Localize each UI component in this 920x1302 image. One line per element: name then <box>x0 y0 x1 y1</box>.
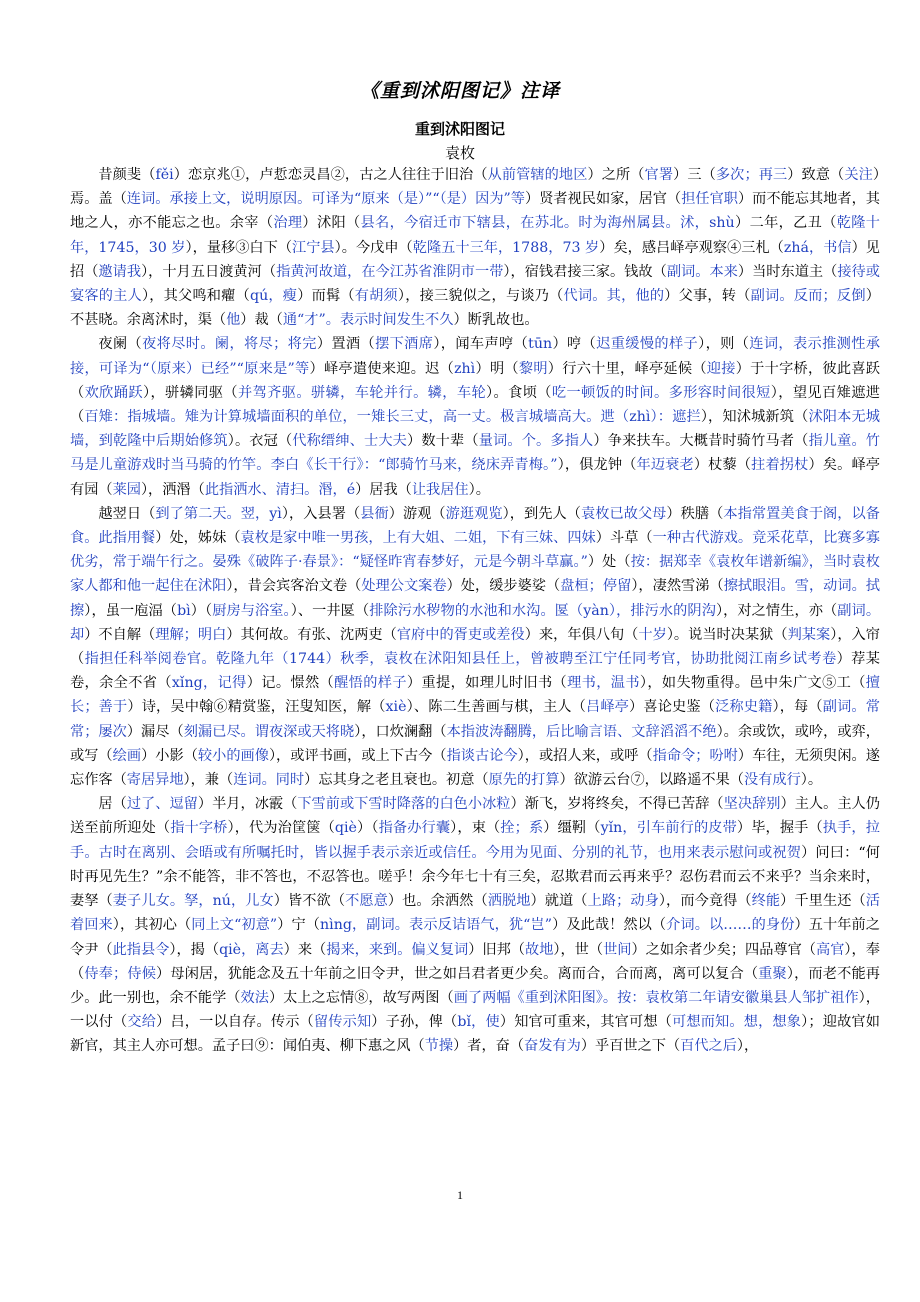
annotation-note: 厨房与浴室。 <box>212 602 291 619</box>
annotation-note: 让我居住 <box>411 481 469 498</box>
original-text: ）（ <box>356 820 379 837</box>
original-text: ）半月，冰霰（ <box>197 796 298 813</box>
annotation-note: 指担任科举阅卷官。乾隆九年（1744）秋季，袁枚在沭阳知县任上，曾被聘至江宁任同考官，协助批阅江南乡试考卷 <box>84 651 837 668</box>
original-text: ）欲游云台⑦，以路遥不果（ <box>559 772 744 789</box>
annotation-note: 侍奉；侍候 <box>84 965 157 982</box>
author-name: 袁枚 <box>444 144 475 162</box>
annotation-note: 他 <box>226 312 241 329</box>
annotation-note: 拄着拐杖 <box>751 457 809 474</box>
annotation-note: 擅长；善于 <box>70 675 880 716</box>
annotation-note: yǐn，引车前行的皮带 <box>600 820 737 837</box>
annotation-note: 指备办行囊 <box>378 820 451 837</box>
original-text: ）。衣冠（ <box>227 433 293 450</box>
annotation-note: 坚决辞别 <box>723 796 781 813</box>
annotation-note: 迎接 <box>706 360 736 377</box>
annotation-note: 百代之后 <box>680 1038 737 1055</box>
original-text: ）渐飞，岁将终矣，不得已苦辞（ <box>510 796 724 813</box>
original-text: ）（ <box>190 602 213 619</box>
annotation-note: 本指常置美食于阁，以备食。此指用餐 <box>70 505 880 547</box>
original-text: ），洒湣（ <box>140 481 205 498</box>
annotation-note: 世间 <box>603 941 632 958</box>
original-text: ），量移③白下（ <box>185 239 293 256</box>
original-text: ），到先人（ <box>502 505 581 522</box>
original-text: ）裁（ <box>240 312 283 329</box>
original-text: ）诗，吴中翰⑥精赏鉴，汪叟知医，解（ <box>127 699 386 716</box>
original-text: ），奉（ <box>70 941 880 982</box>
annotation-note: qú，瘦 <box>249 288 298 305</box>
original-text: ）处（ <box>587 554 631 571</box>
original-text: ），世（ <box>553 941 604 958</box>
annotation-note: 不愿意 <box>345 893 388 910</box>
annotation-note: 接待或宴客的主人 <box>70 263 880 305</box>
original-text: ）知官可重来，其官可想（ <box>499 1014 673 1031</box>
annotation-note: 原先的打算 <box>488 772 560 789</box>
original-text: ）游观（ <box>388 505 446 522</box>
annotation-note: tūn <box>528 336 553 353</box>
annotation-note: 连词。同时 <box>233 772 305 789</box>
annotation-note: xǐng，记得 <box>171 675 247 692</box>
annotation-note: 吃一顿饭的时间。多形容时间很短 <box>551 384 771 401</box>
annotation-note: 连词。承接上文，说明原因。可译为“原来（是）”“（是）因为”等 <box>126 191 525 208</box>
original-text: ）母闲居，犹能念及五十年前之旧令尹，世之如吕君者更少矣。离而合，合而离，离可以复合（ <box>156 965 759 982</box>
original-text: ）。 <box>468 481 490 498</box>
annotation-note: 寄居异地 <box>126 772 184 789</box>
annotation-note: 拴；系 <box>500 820 544 837</box>
original-text: ），则（ <box>698 336 750 353</box>
original-text: ），或招人来，或呼（ <box>517 747 653 764</box>
annotation-note: 多次；再三 <box>715 167 788 183</box>
original-text: ）处，姊妹（ <box>155 530 241 547</box>
original-text: ），揭（ <box>169 941 220 958</box>
annotation-note: 游逛观览 <box>445 505 503 522</box>
original-text: ）五十年前之令尹（ <box>70 917 880 958</box>
annotation-note: 醒悟的样子 <box>334 675 407 692</box>
annotation-note: 副词。常常；屡次 <box>70 699 880 740</box>
original-text: ）不甚晓。余离沭时，渠（ <box>70 288 880 329</box>
original-text: ）小影（ <box>141 747 198 764</box>
original-text: ）记。憬然（ <box>246 675 335 692</box>
original-text: ）峄亭遣使来迎。迟（ <box>309 360 455 377</box>
annotation-note: 指命令；吩咐 <box>652 747 738 764</box>
annotation-note: 一种古代游戏。竞采花草，比赛多寡优劣，常于端午行之。晏殊《破阵子·春景》：“疑怪昨宵春梦好，元是今朝斗草赢。” <box>70 530 880 571</box>
annotation-note: 本指波涛翻腾，后比喻言语、文辞滔滔不绝 <box>446 723 717 740</box>
original-text: ）沭阳（ <box>302 215 361 232</box>
annotation-note: 治理 <box>273 215 303 232</box>
original-text: ）皆不欲（ <box>273 893 346 910</box>
original-text: ），代为治筐箧（ <box>227 820 335 837</box>
original-text: ）致意（ <box>787 167 845 183</box>
original-text: ）。 <box>800 772 823 789</box>
annotation-note: 洒脱地 <box>487 893 531 910</box>
original-text: ），望见百雉遮迣（ <box>70 384 880 426</box>
annotation-note: 妻子儿女。孥，nú，儿女 <box>112 893 274 910</box>
original-text: ）而不能忘其地者，其地之人，亦不能忘之也。余宰（ <box>70 191 880 232</box>
annotation-note: 揭来，来到。偏义复词 <box>326 941 469 958</box>
annotation-note: 江宁县 <box>292 239 335 256</box>
annotation-note: 袁枚已故父母 <box>580 505 667 522</box>
annotation-note: 效法 <box>240 989 269 1006</box>
annotation-note: nìng，副词。表示反诘语气，犹“岂” <box>320 917 552 934</box>
original-text: ）问曰：“何时再见先生？”余不能答，非不答也，不忍答也。嗟乎！余今年七十有三矣，忍欺君而云再来乎？忍伤君而云不来乎？当余来时，妻孥（ <box>70 844 880 910</box>
annotation-note: 莱园 <box>112 481 141 498</box>
original-text: ）哼（ <box>552 336 597 353</box>
annotation-note: 此指洒水、清扫。湣，é <box>204 481 356 498</box>
annotation-note: 并驾齐驱。骈辚，车轮并行。辚，车轮 <box>238 384 487 401</box>
original-text: ），对之情生，亦（ <box>715 602 838 619</box>
annotation-note: 指谈古论今 <box>446 747 518 764</box>
original-text: ）也。余洒然（ <box>387 893 488 910</box>
original-text: ）焉。盖（ <box>70 167 880 208</box>
original-text: ），入县署（ <box>281 505 361 522</box>
original-text: ）。说当时决某狱（ <box>666 626 788 643</box>
annotation-note: 通“才”。表示时间发生不久 <box>282 312 454 329</box>
annotation-note: 过了、逗留 <box>126 796 198 813</box>
original-text: ）明（ <box>475 360 519 377</box>
original-text: ）千里生还（ <box>780 893 866 910</box>
original-text: ），十月五日渡黄河（ <box>141 263 277 280</box>
original-text: ）车往，无须臾闲。遂忘作客（ <box>70 747 880 789</box>
original-text: ）旧邦（ <box>468 941 525 958</box>
annotation-note: 指儿童。竹马是儿童游戏时当马骑的竹竿。李白《长干行》：“郎骑竹马来，绕床弄青梅。” <box>70 433 880 474</box>
original-text: ）重提，如理儿时旧书（ <box>406 675 568 692</box>
original-text: ）， <box>736 1038 759 1055</box>
original-text: ）之所（ <box>587 167 645 183</box>
original-text: ）而髯（ <box>297 288 355 305</box>
original-text: ）不自解（ <box>84 626 156 643</box>
annotation-note: 黎明 <box>518 360 548 377</box>
annotation-note: 县名，今宿迁市下辖县，在苏北。时为海州属县。沭，shù <box>360 215 735 232</box>
annotation-note: 较小的画像 <box>197 747 269 764</box>
annotation-note: 留传示知 <box>313 1014 372 1031</box>
annotation-note: 从前管辖的地区 <box>487 167 588 183</box>
original-text: ）其何故。有张、沈两吏（ <box>226 626 397 643</box>
original-text: 越翌日（ <box>98 505 156 522</box>
original-text: ）争来扶车。大概昔时骑竹马者（ <box>593 433 809 450</box>
annotation-note: 年迈衰老 <box>636 457 694 474</box>
original-text: ）荐某卷，余全不省（ <box>70 651 880 692</box>
annotation-note: 乾隆十年，1745，30 岁 <box>70 215 880 256</box>
annotation-note: 乾隆五十三年，1788，73 岁 <box>412 239 600 256</box>
original-text: ），兼（ <box>183 772 234 789</box>
original-text: ）主人。主人仍送至前所迎处（ <box>70 796 880 837</box>
original-text: ）乎百世之下（ <box>580 1038 681 1055</box>
original-text: ），其父鸣和癯（ <box>141 288 250 305</box>
original-text: ），凄然雪涕（ <box>631 578 724 595</box>
essay-paragraph <box>70 502 880 792</box>
original-text: ），一以付（ <box>70 989 880 1031</box>
annotation-note: 高官 <box>816 941 845 958</box>
annotation-note: 终能 <box>751 893 781 910</box>
original-text: ）杖藜（ <box>693 457 752 474</box>
original-text: ）恋京兆①，卢悊恋灵昌②，古之人往往于旧治（ <box>173 167 488 183</box>
annotation-note: 关注 <box>844 167 873 183</box>
annotation-note: 量词。个。多指人 <box>478 433 594 450</box>
annotation-note: zhì <box>454 360 476 377</box>
original-text: ）就道（ <box>530 893 588 910</box>
annotation-note: 县衙 <box>360 505 389 522</box>
annotation-note: 泛称史籍 <box>715 699 773 716</box>
annotation-note: 副词。反而；反倒 <box>750 288 866 305</box>
original-text: ），俱龙钟（ <box>557 457 637 474</box>
original-text: ），知沭城新筑（ <box>700 409 809 426</box>
annotation-note: 执手，拉手。古时在离别、会晤或有所嘱托时，皆以握手表示亲近或信任。今用为见面、分别的礼节，也用来表示慰问或祝贺 <box>70 820 880 861</box>
original-text: ），接三貌似之，与谈乃（ <box>397 288 564 305</box>
original-text: ），昔会宾客治文卷（ <box>226 578 362 595</box>
original-text: ）及此哉！然以（ <box>552 917 667 934</box>
original-text: ）、一井匽（ <box>290 602 370 619</box>
original-text: ）置酒（ <box>316 336 376 353</box>
original-text: ）者，奋（ <box>453 1038 525 1055</box>
original-text: ）来（ <box>283 941 327 958</box>
annotation-note: 擦拭眼泪。雪，动词。拭擦 <box>70 578 880 619</box>
annotation-note: xiè <box>385 699 407 716</box>
annotation-note: 交给 <box>127 1014 157 1031</box>
annotation-note: 夜将尽时。阑，将尽；将完 <box>142 336 317 353</box>
original-text: ）处，缓步婆娑（ <box>446 578 561 595</box>
annotation-note: 处理公文案卷 <box>361 578 447 595</box>
essay-paragraph <box>70 332 880 501</box>
annotation-note: zhá，书信 <box>783 239 852 256</box>
original-text: ）贤者视民如家，居官（ <box>525 191 682 208</box>
original-text: ）子孙，俾（ <box>371 1014 458 1031</box>
original-text: ）毕，握手（ <box>736 820 823 837</box>
annotation-note: 百雉：指城墙。雉为计算城墙面积的单位，一雉长三丈，高一丈。极言城墙高大。迣（zhì）：遮拦 <box>84 409 701 426</box>
original-text: 居（ <box>98 796 127 813</box>
annotation-note: 邀请我 <box>98 263 142 280</box>
original-text: ）宁（ <box>277 917 321 934</box>
original-text: ），或评书画，或上下古今（ <box>268 747 447 764</box>
annotation-note: 指十字桥 <box>170 820 228 837</box>
essay-body <box>70 163 880 1059</box>
annotation-note: 副词。本来 <box>666 263 738 280</box>
original-text: ）之如余者少矣；四品尊官（ <box>631 941 817 958</box>
annotation-note: 可想而知。想，想象 <box>672 1014 802 1031</box>
original-text: ），而老不能再少。此一别也，余不能学（ <box>70 965 880 1006</box>
annotation-note: 代词。其，他的 <box>563 288 665 305</box>
annotation-note: 副词。却 <box>70 602 881 643</box>
original-text: 夜阑（ <box>98 336 143 353</box>
original-text: ），入帘（ <box>70 626 880 668</box>
original-text: ）吕，一以自存。传示（ <box>156 1014 314 1031</box>
annotation-note: 官府中的胥吏或差役 <box>396 626 525 643</box>
original-text: ）漏尽（ <box>126 723 184 740</box>
annotation-note: bǐ，使 <box>457 1014 500 1031</box>
original-text: ）断乳故也。 <box>453 312 539 329</box>
annotation-note: 迟重缓慢的样子 <box>596 336 699 353</box>
annotation-note: 此指县令 <box>112 941 170 958</box>
original-text: ），口炊澜翻（ <box>354 723 447 740</box>
annotation-note: 绘画 <box>112 747 142 764</box>
annotation-note: 沭阳本无城墙，到乾隆中后期始修筑 <box>70 409 880 450</box>
annotation-note: 吕峄亭 <box>586 699 630 716</box>
essay-paragraph <box>70 163 880 332</box>
original-text: ），如失物重得。邑中朱广文⑤工（ <box>639 675 866 692</box>
original-text: ）。余或饮，或吟，或弈，或写（ <box>70 723 880 764</box>
original-text: ）居我（ <box>355 481 412 498</box>
original-text: ），其初心（ <box>112 917 192 934</box>
original-text: ）矣，感吕峄亭观察④三札（ <box>599 239 784 256</box>
essay-title: 重到沭阳图记 <box>414 120 505 138</box>
annotation-note: 画了两幅《重到沭阳图》。按：袁枚第二年请安徽巢县人邹扩祖作 <box>453 989 859 1006</box>
original-text: ）秩膳（ <box>666 505 724 522</box>
original-text: ）于十字桥，彼此喜跃（ <box>70 360 880 401</box>
annotation-note: 到了第二天。翌，yì <box>155 505 282 522</box>
annotation-note: 刻漏已尽。谓夜深或天将晓 <box>183 723 355 740</box>
original-text: 昔颜斐（ <box>98 167 156 183</box>
page-number: 1 <box>457 1188 463 1202</box>
original-text: ）忘其身之老且衰也。初意（ <box>304 772 489 789</box>
original-text: ），虽一庖湢（ <box>84 602 178 619</box>
original-text: ）太上之忘情⑧，故写两图（ <box>268 989 454 1006</box>
original-text: ）来，年俱八旬（ <box>524 626 639 643</box>
annotation-note: 有胡须 <box>354 288 398 305</box>
original-text: ）当时东道主（ <box>737 263 838 280</box>
original-text: ），闻车声哼（ <box>433 336 529 353</box>
original-text: ）缰靷（ <box>543 820 601 837</box>
annotation-note: 十岁 <box>638 626 667 643</box>
original-text: ）。食顷（ <box>486 384 552 401</box>
annotation-note: 上路；动身 <box>587 893 659 910</box>
original-text: ）。今戊申（ <box>334 239 413 256</box>
annotation-note: 摆下酒席 <box>375 336 434 353</box>
annotation-note: 连词，表示推测性承接，可译为“（原来）已经”“原来是”等 <box>70 336 880 377</box>
annotation-note: fěi <box>155 167 174 183</box>
annotation-note: qiè <box>334 820 357 837</box>
annotation-note: 排除污水秽物的水池和水沟。匽（yàn），排污水的阴沟 <box>369 602 716 619</box>
original-text: ）三（ <box>673 167 716 183</box>
original-text: ）斗草（ <box>595 530 653 547</box>
original-text: ）、陈二生善画与棋，主人（ <box>406 699 586 716</box>
annotation-note: 活着回来 <box>70 893 880 934</box>
annotation-note: 袁枚是家中唯一男孩，上有大姐、二姐，下有三妹、四妹 <box>240 530 596 547</box>
annotation-note: qiè，离去 <box>219 941 284 958</box>
original-text: ）行六十里，峄亭延候（ <box>547 360 707 377</box>
original-text: ），束（ <box>450 820 501 837</box>
annotation-note: 担任官职 <box>681 191 738 208</box>
annotation-note: 盘桓；停留 <box>560 578 632 595</box>
original-text: ），宿钱君接三家。钱故（ <box>503 263 667 280</box>
original-text: ）父事，转（ <box>664 288 751 305</box>
annotation-note: 故地 <box>525 941 554 958</box>
annotation-note: 理解；明白 <box>155 626 227 643</box>
annotation-note: bì <box>177 602 191 619</box>
annotation-note: 重聚 <box>758 965 787 982</box>
original-text: ），骈辚同驱（ <box>142 384 238 401</box>
essay-paragraph <box>70 792 880 1058</box>
annotation-note: 欢欣踊跃 <box>84 384 143 401</box>
original-text: ）矣。峄亭有园（ <box>70 457 880 498</box>
original-text: ）二年，乙丑（ <box>734 215 837 232</box>
annotation-note: 奋发有为 <box>524 1038 581 1055</box>
annotation-note: 没有成行 <box>744 772 801 789</box>
annotation-note: 介词。以……的身份 <box>666 917 795 934</box>
original-text: ）数十辈（ <box>407 433 479 450</box>
original-text: ），而今竟得（ <box>658 893 752 910</box>
annotation-note: 下雪前或下雪时降落的白色小冰粒 <box>297 796 511 813</box>
annotation-note: 指黄河故道，在今江苏省淮阴市一带 <box>276 263 504 280</box>
original-text: ）；迎故官如新官，其主人亦可想。孟子曰⑨：闻伯夷、柳下惠之风（ <box>70 1014 880 1055</box>
annotation-note: 理书，温书 <box>567 675 640 692</box>
annotation-note: 官署 <box>644 167 674 183</box>
original-text: ）喜论史鉴（ <box>629 699 716 716</box>
annotation-note: 节操 <box>424 1038 454 1055</box>
document-title: 《重到沭阳图记》注译 <box>359 80 560 102</box>
annotation-note: 按：据郑幸《袁枚年谱新编》，当时袁枚家人都和他一起住在沭阳 <box>70 554 880 595</box>
annotation-note: 同上文“初意” <box>191 917 278 934</box>
annotation-note: 判某案 <box>787 626 831 643</box>
original-text: ），每（ <box>772 699 823 716</box>
annotation-note: 代称缙绅、士大夫 <box>292 433 407 450</box>
original-text: ）见招（ <box>70 239 880 280</box>
